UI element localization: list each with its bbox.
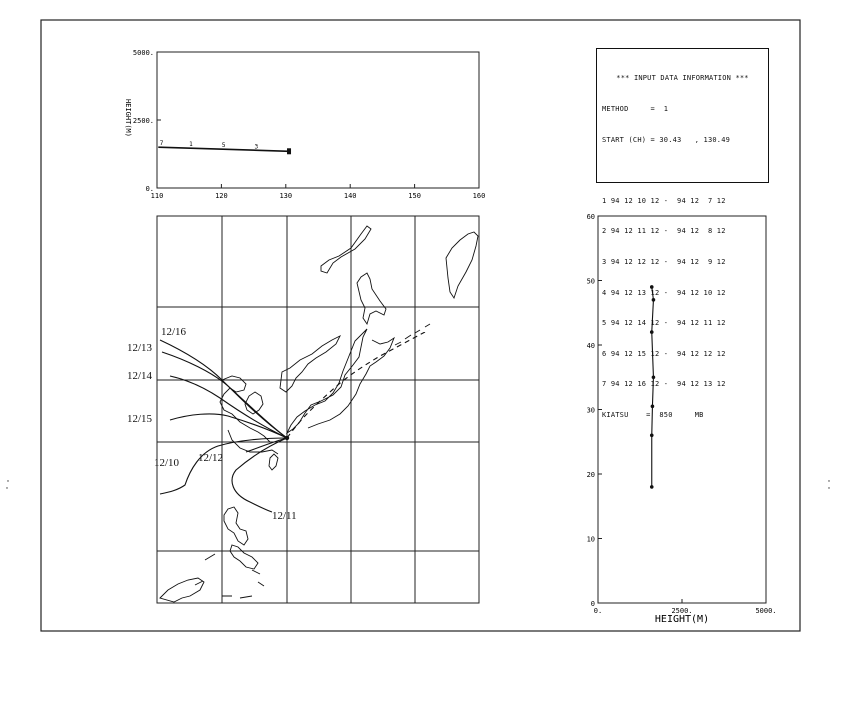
info-start: START (CH) = 30.43 , 130.49 [602, 135, 731, 144]
y-tick-label: 50 [586, 277, 595, 286]
x-tick-label: 0. [593, 607, 603, 615]
info-row: 5 94 12 14 12 - 94 12 11 12 [602, 319, 726, 328]
map-grid [157, 216, 479, 603]
coastline-philippines-north [224, 507, 248, 545]
info-title: *** INPUT DATA INFORMATION *** [616, 74, 749, 83]
series-point [650, 485, 654, 489]
top-height-chart [124, 49, 485, 200]
y-tick-label: 20 [586, 471, 595, 479]
x-tick-label: 140 [343, 192, 357, 200]
scan-specks [6, 480, 829, 488]
top-chart-frame [157, 52, 479, 188]
x-tick-label: 110 [150, 192, 164, 200]
x-tick-label: 120 [215, 192, 228, 200]
coastline-philippines-south [230, 545, 258, 569]
top-chart-ticks [133, 49, 485, 200]
trajectory-12-11 [232, 438, 287, 512]
trajectory-label: 12/15 [127, 413, 153, 425]
trajectory-label: 12/16 [161, 326, 187, 338]
x-tick-label: 5000. [755, 607, 777, 615]
series-point [650, 434, 654, 438]
trajectory-12-13 [162, 352, 287, 438]
y-tick-label: 2500. [132, 117, 154, 125]
series-point-label: 1 [189, 141, 193, 149]
coastline-islands [195, 554, 264, 598]
y-tick-label: 5000. [132, 49, 154, 57]
trajectory-label: 12/12 [198, 452, 224, 464]
y-tick-label: 60 [586, 213, 595, 221]
top-chart-ylabel: HEIGHT(M) [124, 99, 132, 137]
trajectory-label: 12/14 [127, 370, 153, 382]
input-data-info-panel [596, 48, 769, 419]
trajectory-12-16 [160, 340, 287, 438]
series-point-label: 5 [221, 142, 226, 150]
y-tick-label: 30 [586, 406, 595, 415]
y-tick-label: 0. [145, 185, 154, 193]
coastline-borneo [160, 578, 204, 602]
trajectory-12-15 [170, 414, 287, 438]
coastline-kamchatka [446, 232, 478, 298]
coastline-korea [280, 336, 340, 392]
coastline-sakhalin-coast [321, 226, 371, 273]
x-tick-label: 2500. [671, 607, 693, 615]
trajectory-label: 12/13 [127, 342, 153, 354]
right-chart-xlabel: HEIGHT(M) [654, 614, 710, 625]
info-spacer [602, 165, 763, 175]
x-tick-label: 130 [279, 192, 293, 200]
trajectory-map [127, 216, 479, 603]
x-tick-label: 160 [472, 192, 486, 200]
info-row: 2 94 12 11 12 - 94 12 8 12 [602, 227, 726, 236]
y-tick-label: 10 [586, 535, 595, 544]
x-tick-label: 150 [408, 192, 421, 200]
info-row: 1 94 12 10 12 - 94 12 7 12 [602, 196, 726, 205]
map-frame [157, 216, 479, 603]
coastline-kurils [395, 324, 430, 345]
coastline-taiwan [269, 454, 278, 470]
coastline-hokkaido [357, 273, 386, 324]
series-point-label: 3 [254, 143, 259, 151]
info-kiatsu: KIATSU = 850 MB [602, 410, 704, 419]
series-point-label: 7 [159, 140, 164, 148]
y-tick-label: 40 [586, 342, 595, 350]
info-row: 7 94 12 16 12 - 94 12 13 12 [602, 380, 726, 389]
trajectory-front [287, 332, 425, 438]
top-chart-series [158, 140, 291, 154]
trajectory-label: 12/11 [272, 510, 297, 522]
y-tick-label: 0 [590, 600, 595, 608]
info-row: 4 94 12 13 12 - 94 12 10 12 [602, 288, 726, 297]
trajectory-labels [127, 326, 297, 522]
series-end-marker [287, 148, 291, 154]
info-row: 6 94 12 15 12 - 94 12 12 12 [602, 349, 726, 358]
info-method: METHOD = 1 [602, 105, 669, 113]
trajectory-12-14 [170, 376, 287, 438]
trajectory-origin-marker [285, 436, 289, 440]
trajectories [160, 332, 425, 512]
info-row: 3 94 12 12 12 - 94 12 9 12 [602, 257, 726, 266]
coastline-honshu [287, 329, 367, 433]
trajectory-label: 12/10 [154, 457, 180, 469]
